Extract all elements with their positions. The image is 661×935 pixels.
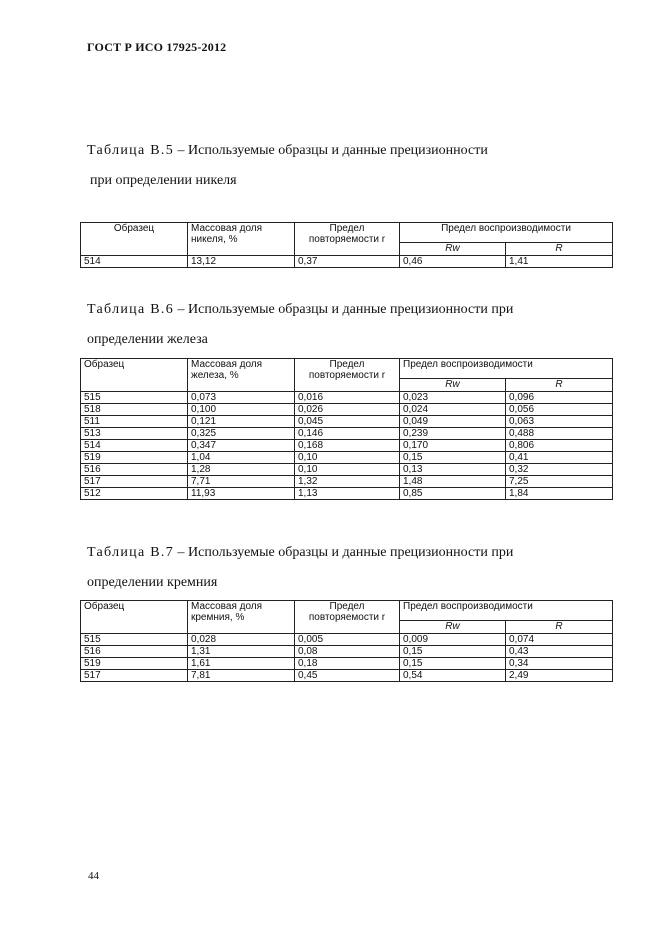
- table-row: [81, 634, 613, 646]
- cell: 0,85: [400, 488, 506, 500]
- cell: 0,41: [506, 452, 613, 464]
- col-header-mass-fraction: Массовая доля кремния, %: [188, 601, 295, 634]
- cell: 1,41: [506, 256, 613, 268]
- cell: 0,54: [400, 670, 506, 682]
- table-row: [81, 256, 613, 268]
- cell: 513: [81, 428, 188, 440]
- cell: 517: [81, 670, 188, 682]
- cell: 1,04: [188, 452, 295, 464]
- cell: 518: [81, 404, 188, 416]
- table-b5-caption-line2: при определении никеля: [90, 173, 237, 188]
- page-number: 44: [88, 870, 99, 882]
- cell: 0,37: [295, 256, 400, 268]
- table-b6-caption-line2: определении железа: [87, 332, 208, 347]
- cell: 0,096: [506, 392, 613, 404]
- table-row: [81, 670, 613, 682]
- cell: 0,15: [400, 452, 506, 464]
- cell: 516: [81, 464, 188, 476]
- col-header-rw: Rw: [400, 621, 506, 634]
- cell: 0,347: [188, 440, 295, 452]
- cell: 0,121: [188, 416, 295, 428]
- col-header-r: R: [506, 621, 613, 634]
- table-b6-caption-prefix: Таблица В.6: [87, 302, 175, 317]
- table-b7: [80, 600, 613, 682]
- table-b6-caption: [87, 302, 513, 318]
- cell: 1,48: [400, 476, 506, 488]
- col-header-repeatability: Предел повторяемости r: [295, 601, 400, 634]
- table-b5-caption-rest: – Используемые образцы и данные прецизионности: [174, 143, 488, 158]
- cell: 515: [81, 392, 188, 404]
- cell: 0,08: [295, 646, 400, 658]
- table-b7-caption-prefix: Таблица В.7: [87, 545, 175, 560]
- cell: 1,84: [506, 488, 613, 500]
- cell: 0,056: [506, 404, 613, 416]
- cell: 0,073: [188, 392, 295, 404]
- table-b5-caption-prefix: Таблица В.5: [87, 143, 175, 158]
- table-row: [81, 464, 613, 476]
- cell: 519: [81, 658, 188, 670]
- cell: 0,028: [188, 634, 295, 646]
- cell: 11,93: [188, 488, 295, 500]
- cell: 0,045: [295, 416, 400, 428]
- cell: 1,61: [188, 658, 295, 670]
- cell: 0,074: [506, 634, 613, 646]
- cell: 1,28: [188, 464, 295, 476]
- col-header-reproducibility: Предел воспроизводимости: [400, 223, 613, 243]
- table-b5-caption: [87, 143, 488, 159]
- cell: 0,049: [400, 416, 506, 428]
- table-b5: [80, 222, 613, 268]
- table-b6-body: [81, 392, 613, 500]
- cell: 0,15: [400, 658, 506, 670]
- table-b6: [80, 358, 613, 500]
- cell: 0,063: [506, 416, 613, 428]
- cell: 1,32: [295, 476, 400, 488]
- table-b7-caption-line2: определении кремния: [87, 575, 218, 590]
- cell: 0,325: [188, 428, 295, 440]
- table-row: [81, 440, 613, 452]
- cell: 0,32: [506, 464, 613, 476]
- cell: 0,026: [295, 404, 400, 416]
- table-row: [81, 476, 613, 488]
- cell: 0,43: [506, 646, 613, 658]
- cell: 0,45: [295, 670, 400, 682]
- table-row: [81, 452, 613, 464]
- cell: 7,81: [188, 670, 295, 682]
- table-row: [81, 392, 613, 404]
- col-header-reproducibility: Предел воспроизводимости: [400, 359, 613, 379]
- cell: 0,005: [295, 634, 400, 646]
- cell: 7,25: [506, 476, 613, 488]
- cell: 514: [81, 440, 188, 452]
- col-header-rw: Rw: [400, 379, 506, 392]
- cell: 0,239: [400, 428, 506, 440]
- col-header-mass-fraction: Массовая доля железа, %: [188, 359, 295, 392]
- cell: 0,168: [295, 440, 400, 452]
- cell: 514: [81, 256, 188, 268]
- cell: 7,71: [188, 476, 295, 488]
- table-b7-caption: [87, 545, 513, 561]
- cell: 511: [81, 416, 188, 428]
- col-header-sample: Образец: [81, 359, 188, 392]
- col-header-mass-fraction: Массовая доля никеля, %: [188, 223, 295, 256]
- table-b7-body: [81, 634, 613, 682]
- cell: 515: [81, 634, 188, 646]
- cell: 0,18: [295, 658, 400, 670]
- col-header-r: R: [506, 379, 613, 392]
- table-row: [81, 488, 613, 500]
- table-row: [81, 658, 613, 670]
- cell: 0,023: [400, 392, 506, 404]
- cell: 0,34: [506, 658, 613, 670]
- cell: 2,49: [506, 670, 613, 682]
- document-header: ГОСТ Р ИСО 17925-2012: [87, 40, 227, 54]
- cell: 0,10: [295, 452, 400, 464]
- col-header-reproducibility: Предел воспроизводимости: [400, 601, 613, 621]
- cell: 1,31: [188, 646, 295, 658]
- col-header-r: R: [506, 243, 613, 256]
- table-row: [81, 646, 613, 658]
- col-header-sample: Образец: [81, 223, 188, 256]
- table-row: [81, 428, 613, 440]
- table-b7-caption-rest: – Используемые образцы и данные прецизионности при: [174, 545, 514, 560]
- cell: 0,13: [400, 464, 506, 476]
- cell: 0,170: [400, 440, 506, 452]
- cell: 0,016: [295, 392, 400, 404]
- cell: 13,12: [188, 256, 295, 268]
- cell: 0,46: [400, 256, 506, 268]
- cell: 0,806: [506, 440, 613, 452]
- cell: 0,009: [400, 634, 506, 646]
- cell: 517: [81, 476, 188, 488]
- cell: 0,146: [295, 428, 400, 440]
- cell: 0,15: [400, 646, 506, 658]
- cell: 512: [81, 488, 188, 500]
- col-header-repeatability: Предел повторяемости r: [295, 223, 400, 256]
- col-header-rw: Rw: [400, 243, 506, 256]
- cell: 0,10: [295, 464, 400, 476]
- col-header-sample: Образец: [81, 601, 188, 634]
- cell: 516: [81, 646, 188, 658]
- cell: 519: [81, 452, 188, 464]
- table-b6-caption-rest: – Используемые образцы и данные прецизионности при: [174, 302, 514, 317]
- cell: 0,024: [400, 404, 506, 416]
- cell: 0,488: [506, 428, 613, 440]
- cell: 1,13: [295, 488, 400, 500]
- table-row: [81, 416, 613, 428]
- table-row: [81, 404, 613, 416]
- cell: 0,100: [188, 404, 295, 416]
- col-header-repeatability: Предел повторяемости r: [295, 359, 400, 392]
